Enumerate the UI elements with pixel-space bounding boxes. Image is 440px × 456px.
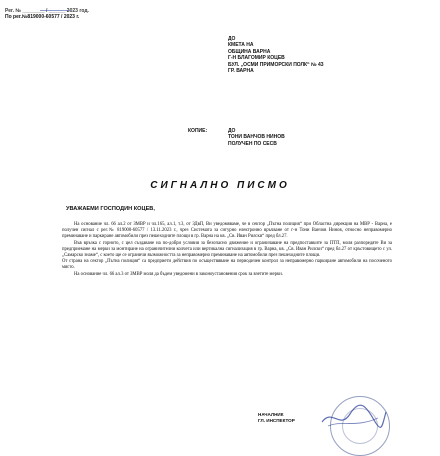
registration-line: Рег. № ________ / ______ 2023 год.: [5, 8, 89, 14]
recipient-line: БУЛ. „ОСМИ ПРИМОРСКИ ПОЛК“ № 43: [228, 61, 324, 68]
copy-block: [228, 128, 285, 147]
recipient-line: КМЕТА НА: [228, 42, 254, 49]
recipient-block: [228, 36, 324, 74]
recipient-line: Г-Н БЛАГОМИР КОЦЕВ: [228, 55, 285, 62]
reference-line: По рег.№819000-60577 / 2023 г.: [5, 14, 80, 20]
handwritten-signature: [318, 402, 388, 432]
copy-line: ТОНИ ВАНЧОВ НИНОВ: [228, 134, 285, 141]
copy-line: ПОЛУЧЕН ПО СЕСВ: [228, 140, 277, 147]
recipient-line: ГР. ВАРНА: [228, 68, 254, 75]
signature-block: [258, 412, 295, 425]
recipient-line: ОБЩИНА ВАРНА: [228, 48, 271, 55]
copy-label: КОПИЕ:: [188, 128, 208, 134]
signature-line: НАЧАЛНИК: [258, 412, 284, 417]
paragraph: От страна на сектор „Пътна полиция“ са предприети действия по осъществяване на периодичен контрол за неправомерно паркиране автомобили на посоченото място.: [62, 259, 392, 271]
paragraph: На основание чл. 66 ал.2 от ЗМВР и чл.165, ал.1, т.3, от ЗДвП, Ви уведомяваме, че в сектор „Пътна полиция“ при Областна дирекция на МВР - Варна, е получен сигнал с рег.№ 819000-60577 / 13.11.2023 г., чрез Системата за сигурно електронно връчване от г-н Тони Ванчов Нинов, относно неправомерно преминаване и паркиране автомобили през пешеходните площи в гр. Варна на кв. „Св. Иван Рилски“ пред бл.27.: [62, 222, 392, 240]
copy-line: ДО: [228, 128, 236, 134]
signature-line: ГЛ. ИНСПЕКТОР: [258, 418, 295, 424]
letter-body: [62, 222, 392, 278]
paragraph: Във връзка с горното, с цел създаване на по-добри условия за безопасно движение и ограничаване на предпоставките за ПТП, моля разпоредяте Ви за предприемане на мерки за монтиране на ограничителни колчета или вертикална сигнализация в гр. Варна, кв. „Св. Иван Рилски“ пред бл.27 от кръстовището с ул.„Самарско знаме“, с което ще се ограничи възможността за неправомерно преминаване на автомобили през пешеходните площи.: [62, 240, 392, 259]
greeting: УВАЖАЕМИ ГОСПОДИН КОЦЕВ,: [66, 206, 155, 212]
ink-mark: [40, 6, 70, 11]
recipient-line: ДО: [228, 36, 236, 42]
paragraph: На основание чл. 66 ал.3 от ЗМВР моля да бъдем уведомени в законоустановения срок за взетите мерки.: [74, 271, 283, 277]
document-title: СИГНАЛНО ПИСМО: [150, 180, 290, 191]
